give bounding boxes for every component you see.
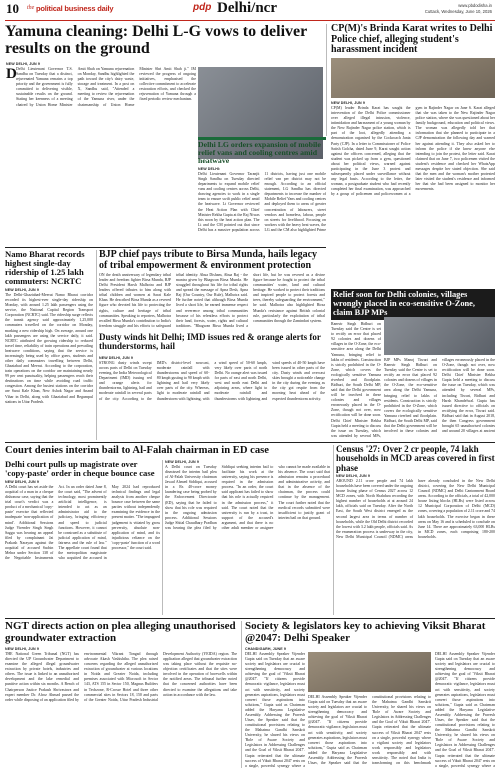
dusty-byline: NEW DELHI, JUN 9	[99, 356, 133, 360]
lead-dropcap: D	[6, 66, 17, 82]
website: www.pbdodisha.in	[458, 3, 492, 8]
cpim-byline: NEW DELHI, JUN 9	[331, 101, 365, 105]
society-photo	[308, 652, 431, 692]
census-body: AROUND 2.11 crore people and 74 lakh households have been covered under the ongoing house listing phase of Census 2027 across 12 MCD zones, with North Shahdara recording the highest number of households at at around 24 lakh, officials said on Tuesday. After the North East, the South West district emerged as the second largest area in terms of number of households, while the Old Delhi district recorded the lowest with 3.2 lakh people, officials said. As the enumeration process is underway in the city, New Delhi Municipal Council (NDMC) areas have already concluded in the New Delhi district, covering the New Delhi Municipal Council (NDMC) and Delhi Cantonment Board areas. According to the officials, a total of 42,000 house listing blocks (HLBs) were listed across 12 Municipal Corporation of Delhi (MCD) zones, covering a population of 2.11 crore and 74 lakh households. The exercise began in these areas on May 16 and is scheduled to conclude on June 14. There are approximately 63,000 HLBs in MCD zones, each comprising 180-200 households.	[336, 479, 495, 539]
lead-byline: NEW DELHI, JUN 9	[6, 62, 40, 66]
lead-headline: Yamuna cleaning: Delhi L-G vows to deliver results on the ground	[5, 23, 307, 57]
lg-headline: Delhi LG orders expansion of mobile relief vans and cooling centres amid heatwave	[198, 140, 321, 166]
society-headline: Society & legislators key to achieving Viksit Bharat @2047: Delhi Speaker	[245, 620, 486, 644]
relief-body-cont: BJP MPs Manoj Tiwari and Ramvir Singh Bidhuri on Tuesday said the Centre is set to rectify an error that placed 92 colonies and dozens of villages in the O-Zone, the eco-sensitive area along the Delhi Yamuna, bringing relief to lakhs of residents. Construction is strictly prohibited in the O-Zone, which covers the ecologically sensitive Yamuna riverbed and floodplain. Bidhuri, the South Delhi MP, said that the Delhi government will be involved in these colonies and villages erroneously placed in the O-Zone, though not over, now rectification will be done soon. Delhi Chief Minister Rekha Gupta held a meeting to discuss the issue on Tuesday, which was attended by several MPs, including Tiwari, Bidhuri and Harsh Khandelwal. Gupta has issued directive to officials on rectifying the error, Tiwari said. Bidhuri said that in August 2018, the then Congress government brought 65 unauthorised colonies and around 20 villages at ancient	[384, 358, 495, 434]
lead-body: Delhi Lieutenant Governor T.S. Sandhu on Tuesday that a distinct, rejuvenated Yamuna remains a top priority and the government is fully committed to delivering visible, sustainable results on the ground. Stating her keenness of a meeting chaired by Union Home Minister Amit Shah on Yamuna rejuvenation on Monday, Sandhu highlighted the path toward the city's dairy waste, storage and treatment. In a post on X, Sandhu said, "Attended a meeting to review the rejuvenation of the Yamuna river, under the chairmanship of Union Home Minister Shri Amit Shah ji." IM reviewed the progress of ongoing initiatives, emphasised the collective commitment to accelerate restoration efforts, and checked the rejuvenation of Yamuna through a fixed periodic review mechanism.	[16, 67, 196, 107]
court-body: A Delhi court on Tuesday dismissed the interim bail plea of Al-Falah University chairman Jawad Ahmed Siddiqui, accused in a Rs 40-crore money laundering case being probed by the Enforcement Directorate (ED), saying that he failed to show that his role was required in the ongoing admission process. Additional Sessions Judge Shital Chaudhary Pradhan was hearing the plea filed by Siddiqui seeking interim bail to facilitate his work at the university, saying his presence is required in the admission process. "In an order, the court said applicant has failed to show that his role is actually required in the admission process," it said. The court noted that the university is run by a trust, in support of the accused's argument, and that there is no other adult member or assignee who cannot be made available in his absence. The court said that admission remains a procedural and administrative activity, and that in the absence of the chairman, the process could continue by the management. The court further noted that the medical records submitted were insufficient to justify grant of interim bail on that ground.	[165, 465, 330, 530]
section-title: Delhi/ncr	[217, 0, 277, 16]
relief-body-b	[384, 358, 495, 439]
cpim-headline: CP(M)'s Brinda Karat writes to Delhi Police chief, alleging student's harassment incident	[331, 23, 493, 55]
society-body-a: DELHI Assembly Speaker Vijender Gupta said on Tuesday that an aware society and legislators are crucial to strengthening democracy and achieving the goal of 'Viksit Bharat @2047'. "If citizens provide democratic vigilance, legislators must act with sensitivity, and society generates aspirations, legislators must convert those aspirations into solutions," Gupta said as Chairman added the Haryana Legislative Assembly. Addressing the Pravesh Utsav, the Speaker said that the constitutional provisions relating to the Mahatma Gandhi Sanskrit University, he shared his views on 'Role of Aware Society and Legislators in Addressing Challenges and the Goal of Viksit Bharat 2047'. Gupta reiterated that the ultimate success of Viksit Bharat 2047 rests on a single, powerful synergy where a	[245, 652, 305, 768]
namo-byline: NEW DELHI, JUN 9	[5, 288, 39, 292]
relief-headline: Relief soon for Delhi colonies, villages wrongly placed in eco-sensitive O-Zone, claim BJP MPs	[331, 289, 495, 320]
bjp-body: ON the death anniversary of legendary tribal leader and freedom fighter Birsa Munda, BJP Delhi President Harsh Malhotra and BJP leaders offered tributes to him along with tribal children and women at Sarai Kale Khan. He described Birsa Munda as a revered figure who devoted his life to protecting the rights, culture and heritage of tribal communities. Speaking to reporters, Malhotra recalled Birsa Munda's contribution to India's freedom struggle and his efforts to safeguard tribal identity. Abua Disham, Abua Raj - the mantra given by Bhagwan Birsa Munda. He struggled throughout his life for tribal rights and spread the message of Apna Desh, Apna Raj (Our Country, Our Rule), Malhotra said. He further noted that although Birsa Munda lived a short life, he earned immense respect and reverence among tribal communities because of his relentless efforts to protect their land, forests, water, rights and cultural traditions. "Bhagwan Birsa Munda lived a short life, but he was revered as a divine figure because he fought to protect the tribal communities' water, land and cultural heritage. He worked to protect their traditions and inspired people to protect forests and trees, thereby safeguarding the environment," he said. Malhotra also highlighted Birsa Munda's resistance against British colonial rule, particularly the exploitation of tribal communities through the Zamindari system.	[99, 273, 325, 328]
namo-headline: Namo Bharat records highest single-day ridership of 1.25 lakh commuters: NCRTC	[5, 249, 85, 287]
delhicourt-byline: NEW DELHI, JUN 9	[5, 480, 39, 484]
cpim-body: CP(M) leader Brinda Karat has sought the intervention of the Delhi Police commissioner over alleged illegal intrusion, violence, intimidation and harassment of a young woman by the New Rajinder Nagar police station, which is part of the loot, allegedly attending a demonstration organised by the Cockroach Janta Party (CJP). In a letter to Commissioner of Police Satish Golcha, dated June 9, Karat sought action against the officers concerned, alleging that the student was picked up from a gym, questioned about her political views, warned against participating in the June 3 protest and subsequently placed under surveillance without any legal basis. According to the letter, the woman, a postgraduate student who had recently completed her final examination, was approached by a group of policemen and policewomen at a gym in Rajinder Nagar on June 6. Karat alleged that she was taken to the New Rajinder Nagar police station, where she was questioned about her family background, education and political views. The woman was allegedly told her that information that she planned to participate in a CJP demonstration the following day and warned her against attending it. They also asked her to inform the police if she knew anyone else intending to join the protest, the letter said. Karat claimed that on June 7, two policemen visited the student's residence and checked her WhatsApp messages despite her stated objection. She said that the men and the woman's mother protested later visited the student's residence and informed her that she had been assigned to monitor her movements.	[331, 106, 495, 197]
society-body-cont: DELHI Assembly Speaker Vijender Gupta said on Tuesday that an aware society and legislators are crucial to strengthening democracy and achieving the goal of 'Viksit Bharat @2047'. "If citizens provide democratic vigilance, legislators must act with sensitivity, and society generates aspirations, legislators must convert those aspirations into solutions," Gupta said as Chairman added the Haryana Legislative Assembly. Addressing the Pravesh Utsav, the Speaker said that the constitutional provisions relating to the Mahatma Gandhi Sanskrit University, he shared his views on 'Role of Aware Society and Legislators in Addressing Challenges and the Goal of Viksit Bharat 2047'. Gupta reiterated that the ultimate success of Viksit Bharat 2047 rests on a single, powerful synergy where a vigilant society and legislators work responsibly and legislators work responsibly and with sensitivity. The noted that India is transforming on this benchmark	[308, 695, 431, 766]
col-divider-2	[96, 250, 97, 440]
court-byline: NEW DELHI, JUN 9	[165, 460, 199, 464]
ngt-body: THE National Green Tribunal (NGT) has directed the UP Groundwater Department to examine the alleged illegal groundwater extraction by private hotels, industries and others. The issue is linked to an unauthorised development and the lake remedial and punitive action within six months. A Bench of Chairperson Justice Prakash Shrivastava and expert member Dr. Afroz Ahmad passed the order while disposing of an application filed by environmental Vikrant Tongad through advocate Akash Vashishtha. The plea raised concerns regarding the alleged unauthorised extraction of groundwater at various locations in Noida and Greater Noida, including premises associated with Microsoft in Sector 143, ATS 155 in Sector 150, Magnus Builders in Techzone, R-Crosse Hotel and three other commercial sites in Sectors 18, 150 and parts of the Greater Noida, Uttar Pradesh Industrial Development Authority (YEIDA) region. The application alleged that groundwater extraction was taking place without the requisite no-objection certificates and that the sites were involved in the operation of borewells within the notified areas. The tribunal further noted that the concerned authorities have been directed to examine the allegations and take action in accordance with the law.	[5, 652, 237, 702]
ngt-headline: NGT directs action on plea alleging unauthorised groundwater extraction	[5, 620, 236, 644]
col-divider-4	[333, 445, 334, 615]
paper-name-italic: the	[27, 5, 35, 11]
census-headline: Census '27: Over 2 cr people, 74 lakh households in MCD areas covered in first phase	[336, 444, 495, 473]
namo-body: The Delhi-Ghaziabad-Meerut Namo Bharat corridor recorded its highest-ever single-day ridership on Monday, with around 1.25 lakh passengers using the service, the National Capital Region Transport Corporation (NCRTC) said. The ridership surge reflects the transit agency said approximately 1,25,000 commuters travelled on the corridor on Monday, marking a new ridership high. On average, around one lakh passengers are using the service daily, it said. NCRTC attributed the growing ridership to reduced travel time, reliability of train operations and prevailing heatwave conditions, saying that the service is increasingly being used by office goers, students and other daily commuters travelling between Delhi, Ghaziabad and Meerut. According to the corporation, train operations on the corridor are maintaining nearly 99 per cent punctuality, helping passengers reach their destinations on time while avoiding road traffic congestion. Among the busiest stations on the corridor are Sarai Kale Khan, New Ashok Nagar and Anand Vihar in Delhi, along with Ghaziabad and Begumpul stations in Uttar Pradesh.	[5, 293, 93, 404]
col-divider-5	[241, 621, 242, 768]
census-byline: NEW DELHI, JUN 9	[336, 474, 370, 478]
bjp-headline: BJP chief pays tribute to Birsa Munda, hails legacy of tribal empowerment & environment protection	[99, 249, 318, 271]
ngt-byline: NEW DELHI, JUN 9	[5, 647, 39, 651]
pdp-mark: pdp	[193, 2, 212, 13]
col-divider	[326, 24, 327, 136]
lg-body: Delhi Lieutenant Governor Taranjit Singh Sandhu on Tuesday directed departments to expand mobile relief vans and cooling centres across Delhi, drawing agencies to work in a single team to ensure swift public relief amid the heatwave. Lt Governor reviewed the Heat Action Plan with Chief Minister Rekha Gupta at the Raj Niwas this noon by the heat action plan. The Lt and the CM pointed out that since Delhi has a massive population across 11 districts, having just one mobile relief van per district may not be enough. According to an official statement, LG Sandhu has directed departments to increase the number of Mobile Relief Vans and cooling centres and deployed them to areas of greater concentration of labourers, street vendors and homeless, labour, people on streets for livelihood. Focusing on workers with the heavy heat waves, the LG and the CM also highlighted Prime	[198, 172, 326, 232]
society-body-b	[308, 695, 431, 768]
relief-body-a: BJP MPs Manoj Tiwari and Ramvir Singh Bidhuri on Tuesday said the Centre is set to rectify an error that placed 92 colonies and dozens of villages in the O-Zone, the eco-sensitive area along the Delhi Yamuna, bringing relief to lakhs of residents. Construction is strictly prohibited in the O-Zone, which covers the ecologically sensitive Yamuna riverbed and floodplain. Bidhuri, the South Delhi MP, said that the Delhi government will be involved in these colonies and villages erroneously placed in the O-Zone, though not over, now rectification will be done soon. Delhi Chief Minister Rekha Gupta held a meeting to discuss the issue on Tuesday, which was attended by several MPs,	[331, 317, 381, 438]
dusty-body: STRONG dusty winds swept across parts of Delhi on Tuesday evening, the India Meteorological Department (IMD) issuing red and orange alerts for thunderstorms, lightning, hail and moderate rainfall in several parts of the city. According to the IMD's district-level nowcast, moderate rainfall with thunderstorms and speed of 60-80 kmph gusting to 90 kmph with lightning and hail very likely over parts of the city. Whereas, light to moderate rainfall and thunderstorm with lightning, with a wind speed of 50-60 kmph, very likely over parts of north Delhi. No orange alert was issued for parts of east and north Delhi, west and north east Delhi and adjoining areas, where light to moderate rainfall and thunderstorms with lightning and wind speeds of 40-50 kmph have been issued in other parts of the city. Dusty winds and overcast skies brought a noticeable change in the city during the evening as the city got respite from the morning heat ahead of the expected thunderstorm activity.	[99, 361, 325, 401]
section-rule-2	[5, 442, 495, 443]
issue-date: Cuttack, Wednesday, June 10, 2026	[424, 9, 492, 14]
delhicourt-body: A Delhi court has set aside the acquittal of a man in a cheque dishonour case, saying that the trial court's verdict was a product of a mechanical 'copy-paste' exercise that reflected inadequate 'non-application of mind'. Additional Sessions Judge Virender Singh Singh Saggu was hearing an appeal filed by complainant Jai Prakash Narayan against the acquittal of accused Sachin Mehra under Section 138 of the Negotiable Instruments Act. In an order dated June 8, the court said, "The advent of technology, most prominently artificial intelligence, is intended to act as an administrator aid to the judiciary, bringing efficiency and speed to judicial functions. However, it cannot be construed as a substitute of judicial application of mind, fairness and the rule of law." The appellate court found that the metropolitan magistrate who acquitted the accused in May 2024 had reproduced technical findings and legal analysis from another cheque bounce case between the same parties without independently examining the evidence in the present matter. "The impugned judgement is vitiated by gross perversity, absolute non-application of mind, and its injudicious reliance on the 'copy-paste' function of a word processor," the court said.	[5, 485, 160, 561]
col-divider-3	[162, 460, 163, 615]
delhicourt-headline: Delhi court pulls up magistrate over 'copy-paste' order in cheque bounce case	[5, 459, 155, 479]
section-rule-3	[5, 618, 495, 619]
paper-name: political business daily	[36, 4, 114, 13]
relief-photo	[384, 317, 495, 355]
society-body-cont2: DELHI Assembly Speaker Vijender Gupta said on Tuesday that an aware society and legislators are crucial to strengthening democracy and achieving the goal of 'Viksit Bharat @2047'. "If citizens provide democratic vigilance, legislators must act with sensitivity, and society generates aspirations, legislators must convert those aspirations into solutions," Gupta said as Chairman added the Haryana Legislative Assembly. Addressing the Pravesh Utsav, the Speaker said that the constitutional provisions relating to the Mahatma Gandhi Sanskrit University, he shared his views on 'Role of Aware Society and Legislators in Addressing Challenges and the Goal of Viksit Bharat 2047'. Gupta reiterated that the ultimate success of Viksit Bharat 2047 rests on a single, powerful synergy where a	[435, 652, 495, 768]
dusty-headline: Dusty winds hit Delhi; IMD issues red & orange alerts for thunderstorms, hail	[99, 332, 321, 352]
section-rule-1	[5, 247, 326, 248]
masthead	[0, 0, 500, 22]
society-byline: CHANDIGARH, JUNE 9	[245, 647, 286, 651]
page-number: 10	[6, 1, 19, 16]
court-headline: Court denies interim bail to Al-Falah chairman in ED case	[5, 445, 269, 456]
lg-byline: NEW DELHI:	[198, 167, 221, 171]
masthead-rule	[5, 20, 495, 21]
society-body-c	[435, 652, 495, 768]
cpim-photo	[331, 58, 495, 98]
